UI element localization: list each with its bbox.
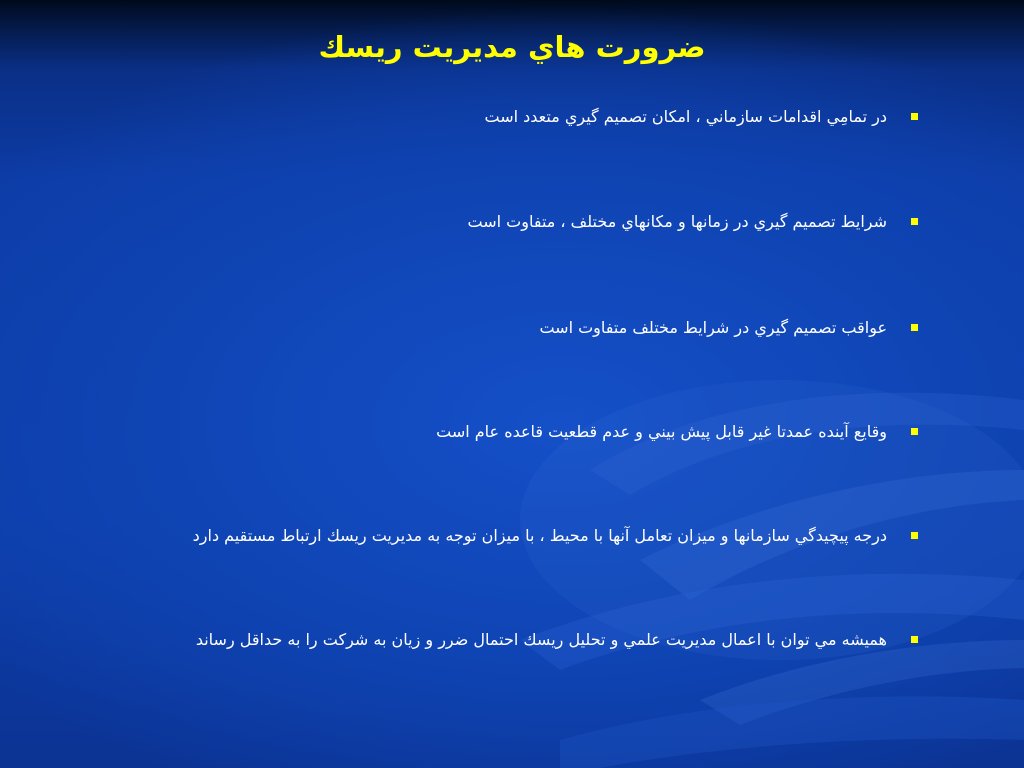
bullet-item (80, 104, 918, 132)
bullet-item (80, 523, 918, 551)
bullet-text: شرايط تصميم گيري در زمانها و مكانهاي مختلف ، متفاوت است (467, 212, 887, 231)
bullet-text: هميشه مي توان با اعمال مديريت علمي و تحليل ريسك احتمال ضرر و زيان به شركت را به حداقل رساند (195, 630, 887, 649)
bullet-list (80, 0, 918, 768)
bullet-text: در تمامِي اقدامات سازماني ، امكان تصميم گيري متعدد است (484, 107, 887, 126)
bullet-square-icon (911, 113, 918, 120)
bullet-square-icon (911, 324, 918, 331)
bullet-square-icon (911, 636, 918, 643)
bullet-item (80, 627, 918, 655)
bullet-item (80, 419, 918, 447)
slide-title: ضرورت هاي مديريت ريسك (318, 30, 706, 64)
bullet-square-icon (911, 428, 918, 435)
bullet-square-icon (911, 532, 918, 539)
bullet-text: درجه پيچيدگي سازمانها و ميزان تعامل آنها با محيط ، با ميزان توجه به مديريت ريسك ارتباط مستقيم دارد (192, 526, 887, 545)
bullet-item (80, 209, 918, 237)
bullet-item (80, 315, 918, 343)
bullet-square-icon (911, 218, 918, 225)
bullet-text: وقايع آينده عمدتا غير قابل پيش بيني و عدم قطعيت قاعده عام است (436, 422, 887, 441)
bullet-text: عواقب تصميم گيري در شرايط مختلف متفاوت است (539, 318, 887, 337)
